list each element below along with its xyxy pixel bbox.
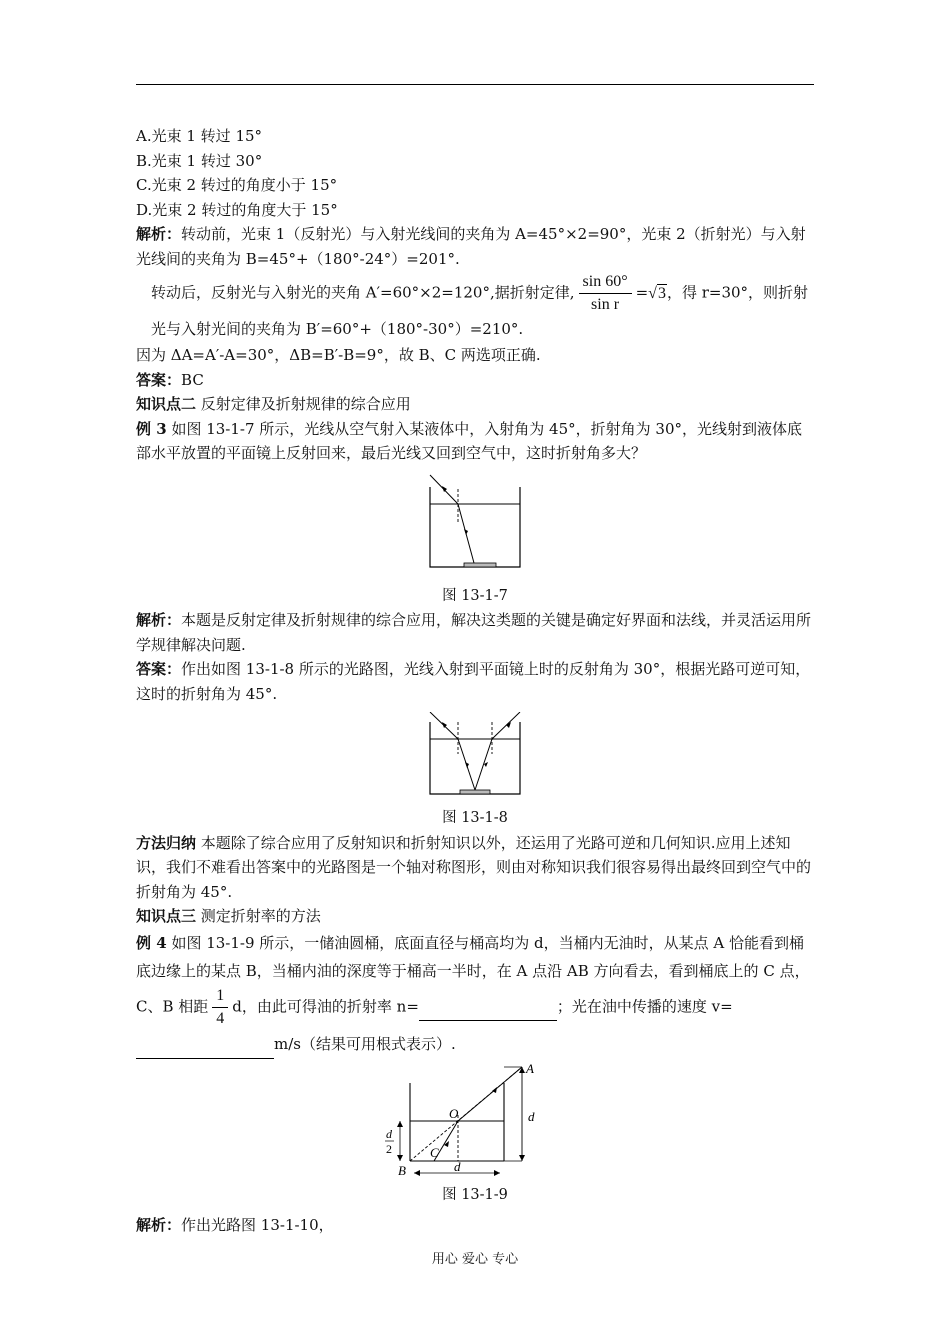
example-text-3: ；光在油中传播的速度 v= [556, 997, 733, 1015]
solution-4 [136, 1213, 814, 1238]
label-half-num: d [386, 1126, 392, 1141]
kp-text: 反射定律及折射规律的综合应用 [196, 395, 411, 413]
snell-fraction [579, 271, 632, 316]
example-text-1: 如图 13-1-9 所示，一储油圆桶，底面直径与桶高均为 d，当桶内无油时，从某点 A 恰能看到桶底边缘上的某点 B，当桶内油的深度等于桶高一半时，在 A 点沿 AB 方向看去，看到桶底上的 C 点，C、B 相距 [136, 933, 810, 1015]
fraction-denominator: 4 [216, 1009, 225, 1027]
label-a: A [526, 1062, 534, 1076]
label-d-height: d [528, 1108, 535, 1124]
header-rule [136, 84, 814, 85]
option-d: D.光束 2 转过的角度大于 15° [136, 200, 338, 219]
solution-label: 解析： [136, 1216, 182, 1234]
option-a: A.光束 1 转过 15° [136, 127, 263, 145]
answer-blank-n[interactable] [419, 992, 557, 1021]
label-d-width: d [454, 1158, 461, 1174]
figure-13-1-8-caption: 图 13-1-8 [442, 810, 508, 826]
solution-1-para2 [136, 271, 814, 343]
label-c: C [430, 1144, 439, 1160]
option-b: B.光束 1 转过 30° [136, 151, 263, 170]
label-o: O [449, 1105, 459, 1121]
knowledge-point-2 [136, 392, 814, 417]
answer-text: BC [181, 370, 204, 389]
fraction-denominator: sin r [591, 296, 620, 313]
solution-3 [136, 608, 814, 657]
figure-13-1-8 [136, 712, 814, 804]
answer-blank-v[interactable] [136, 1030, 274, 1059]
solution-1-after: ，得 r=30°，则折射光与入射光间的夹角为 B′=60°+（180°-30°）=210°. [151, 283, 809, 338]
example-4 [136, 929, 814, 1059]
method-summary [136, 831, 814, 905]
solution-text: 转动前，光束 1（反射光）与入射光线间的夹角为 A=45°×2=90°，光束 2（折射光）与入射光线间的夹角为 B=45°+（180°-24°）=201°. [136, 225, 806, 268]
quarter-fraction [212, 985, 228, 1030]
answer-text: 作出如图 13-1-8 所示的光路图，光线入射到平面镜上时的反射角为 30°，根据光路可逆可知，这时的折射角为 45°. [136, 660, 811, 703]
figure-13-1-8-diagram [420, 712, 530, 800]
figure-13-1-9-caption: 图 13-1-9 [442, 1186, 508, 1203]
figure-13-1-9-diagram [380, 1063, 570, 1181]
example-3 [136, 417, 814, 466]
example-text-4: m/s（结果可用根式表示）. [274, 1034, 456, 1053]
sqrt-value: 3 [657, 284, 666, 302]
kp-label: 知识点三 [136, 907, 197, 925]
solution-text: 作出光路图 13-1-10， [181, 1216, 334, 1234]
page-footer: 用心 爱心 专心 [431, 1252, 519, 1267]
answer-3 [136, 657, 814, 706]
answer-1 [136, 368, 814, 393]
solution-1 [136, 222, 814, 271]
fraction-numerator: 1 [212, 985, 228, 1008]
solution-text: 本题是反射定律及折射规律的综合应用，解决这类题的关键是确定好界面和法线，并灵活运用所学规律解决问题. [136, 611, 812, 654]
fraction-numerator: sin 60° [579, 271, 632, 294]
example-label: 例 4 [136, 933, 167, 952]
example-text-2: d，由此可得油的折射率 n= [232, 997, 419, 1015]
method-label: 方法归纳 [136, 833, 197, 852]
knowledge-point-3 [136, 904, 814, 929]
figure-13-1-7-diagram [420, 469, 530, 574]
kp-label: 知识点二 [136, 395, 197, 413]
figure-13-1-7 [136, 469, 814, 576]
answer-label: 答案： [136, 660, 182, 678]
page-content [136, 124, 814, 1238]
label-half-den: 2 [386, 1141, 392, 1156]
method-text: 本题除了综合应用了反射知识和折射知识以外，还运用了光路可逆和几何知识.应用上述知识，我们不难看出答案中的光路图是一个轴对称图形，则由对称知识我们很容易得出最终回到空气中的折射角为 45°. [136, 833, 812, 901]
label-b: B [398, 1162, 406, 1178]
solution-label: 解析： [136, 225, 182, 243]
answer-label: 答案： [136, 370, 182, 389]
equals-sign: = [635, 283, 649, 302]
option-c: C.光束 2 转过的角度小于 15° [136, 176, 338, 194]
sqrt-expression: √3 [648, 284, 666, 302]
example-text: 如图 13-1-7 所示，光线从空气射入某液体中，入射角为 45°，折射角为 30°，光线射到液体底部水平放置的平面镜上反射回来，最后光线又回到空气中，这时折射角多大？ [136, 419, 803, 462]
figure-13-1-9 [136, 1063, 814, 1181]
solution-1-before: 转动后，反射光与入射光的夹角 A′=60°×2=120°,据折射定律, [151, 283, 575, 302]
kp-text: 测定折射率的方法 [196, 907, 321, 925]
solution-1-para3: 因为 ΔA=A′-A=30°，ΔB=B′-B=9°，故 B、C 两选项正确. [136, 346, 541, 364]
solution-label: 解析： [136, 611, 182, 629]
figure-13-1-7-caption: 图 13-1-7 [442, 587, 508, 604]
example-label: 例 3 [136, 419, 167, 438]
